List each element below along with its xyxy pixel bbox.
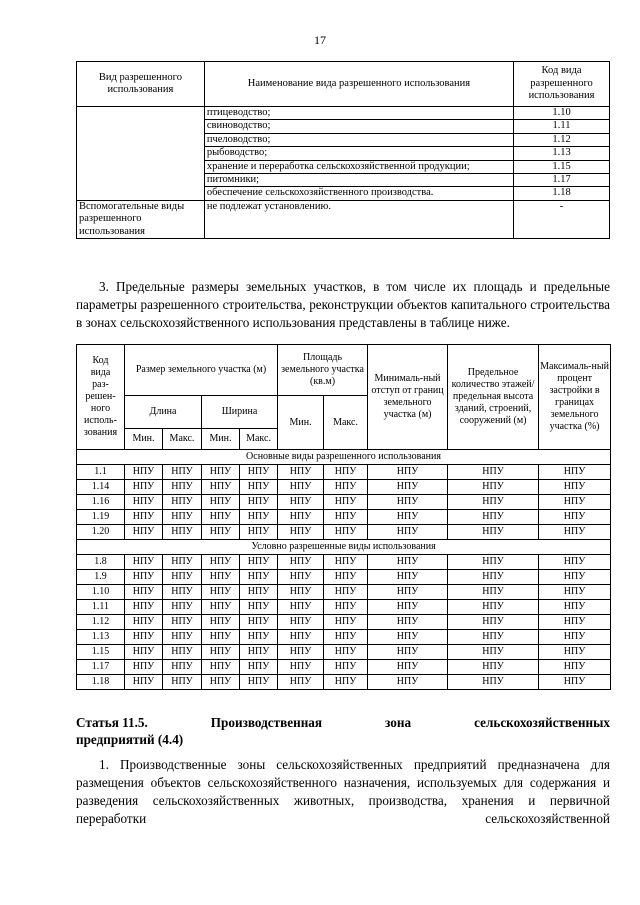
header-width-min: Мин. (202, 429, 240, 450)
table-row (77, 675, 611, 690)
row-value: НПУ (125, 600, 163, 615)
row-value: НПУ (324, 465, 368, 480)
row-value: НПУ (163, 555, 202, 570)
use-name: птицеводство; (204, 107, 513, 120)
row-value: НПУ (448, 555, 539, 570)
use-code: 1.11 (514, 120, 610, 133)
row-code: 1.19 (77, 510, 125, 525)
use-name: хранение и переработка сельскохозяйственной продукции; (204, 160, 513, 173)
use-code: 1.12 (514, 133, 610, 146)
section-main-title: Основные виды разрешенного использования (77, 450, 611, 465)
row-code: 1.17 (77, 660, 125, 675)
row-value: НПУ (202, 645, 240, 660)
row-value: НПУ (539, 630, 611, 645)
row-value: НПУ (240, 615, 278, 630)
permitted-use-table (76, 61, 610, 239)
row-value: НПУ (539, 480, 611, 495)
row-value: НПУ (278, 585, 324, 600)
header-code-line: Код (92, 355, 109, 366)
row-value: НПУ (324, 480, 368, 495)
row-value: НПУ (368, 600, 448, 615)
section-row (77, 450, 611, 465)
limits-table (76, 344, 611, 690)
row-value: НПУ (368, 630, 448, 645)
row-value: НПУ (278, 465, 324, 480)
row-value: НПУ (163, 675, 202, 690)
header-code (77, 345, 125, 450)
table-row (77, 555, 611, 570)
row-value: НПУ (202, 615, 240, 630)
row-value: НПУ (448, 615, 539, 630)
header-area-max: Макс. (324, 396, 368, 450)
row-value: НПУ (278, 570, 324, 585)
table-row (77, 495, 611, 510)
header-use-type: Вид разрешенного использования (77, 62, 205, 107)
header-length-min: Мин. (125, 429, 163, 450)
row-value: НПУ (368, 555, 448, 570)
row-value: НПУ (125, 465, 163, 480)
row-value: НПУ (539, 495, 611, 510)
header-floors: Предельное количество этажей/ предельная высота зданий, строений, сооружений (м) (448, 345, 539, 450)
row-value: НПУ (202, 525, 240, 540)
table-row (77, 615, 611, 630)
table-header-row (77, 62, 610, 107)
use-name: обеспечение сельскохозяйственного производства. (204, 187, 513, 200)
use-name: пчеловодство; (204, 133, 513, 146)
row-value: НПУ (368, 585, 448, 600)
article-word: Производственная (210, 715, 323, 730)
row-value: НПУ (448, 675, 539, 690)
row-value: НПУ (539, 660, 611, 675)
row-value: НПУ (539, 585, 611, 600)
conditional-uses-group (77, 540, 611, 690)
row-value: НПУ (539, 645, 611, 660)
header-use-code: Код вида разрешенного использования (514, 62, 610, 107)
row-value: НПУ (278, 615, 324, 630)
row-code: 1.8 (77, 555, 125, 570)
row-value: НПУ (240, 585, 278, 600)
table-row (77, 630, 611, 645)
header-code-line: ного (90, 403, 111, 414)
header-code-line: зования (83, 427, 118, 438)
use-name: не подлежат установлению. (204, 200, 513, 238)
row-value: НПУ (125, 480, 163, 495)
row-value: НПУ (125, 585, 163, 600)
row-value: НПУ (125, 645, 163, 660)
row-value: НПУ (324, 675, 368, 690)
row-value: НПУ (368, 510, 448, 525)
row-value: НПУ (240, 555, 278, 570)
row-value: НПУ (324, 645, 368, 660)
row-value: НПУ (163, 525, 202, 540)
header-code-line: раз- (92, 379, 109, 390)
row-value: НПУ (368, 525, 448, 540)
row-value: НПУ (202, 630, 240, 645)
header-size: Размер земельного участка (м) (125, 345, 278, 396)
row-value: НПУ (324, 525, 368, 540)
row-value: НПУ (278, 645, 324, 660)
row-value: НПУ (163, 465, 202, 480)
row-code: 1.13 (77, 630, 125, 645)
row-code: 1.18 (77, 675, 125, 690)
table-row (77, 510, 611, 525)
row-value: НПУ (240, 525, 278, 540)
row-value: НПУ (448, 585, 539, 600)
row-value: НПУ (163, 630, 202, 645)
use-name: питомники; (204, 174, 513, 187)
row-value: НПУ (324, 570, 368, 585)
row-value: НПУ (125, 630, 163, 645)
row-value: НПУ (163, 585, 202, 600)
use-name: свиноводство; (204, 120, 513, 133)
row-code: 1.9 (77, 570, 125, 585)
row-value: НПУ (202, 570, 240, 585)
article-word: зона (385, 715, 412, 730)
header-width: Ширина (202, 396, 278, 429)
section-conditional-title: Условно разрешенные виды использования (77, 540, 611, 555)
table-row (77, 480, 611, 495)
row-value: НПУ (368, 495, 448, 510)
header-code-line: исполь- (84, 415, 117, 426)
page-number: 17 (314, 33, 326, 47)
row-value: НПУ (324, 615, 368, 630)
row-code: 1.12 (77, 615, 125, 630)
header-code-line: вида (90, 367, 111, 378)
row-value: НПУ (278, 510, 324, 525)
row-value: НПУ (368, 660, 448, 675)
row-value: НПУ (163, 480, 202, 495)
header-use-name: Наименование вида разрешенного использования (204, 62, 513, 107)
row-value: НПУ (368, 570, 448, 585)
row-value: НПУ (539, 525, 611, 540)
row-value: НПУ (163, 645, 202, 660)
row-value: НПУ (240, 480, 278, 495)
paragraph-3: 3. Предельные размеры земельных участков, в том числе их площадь и предельные параметры разрешенного строительства, реконструкции объектов капитального строительства в зонах сельскохозяйственного использования представлены в таблице ниже. (76, 279, 610, 330)
row-value: НПУ (448, 570, 539, 585)
row-code: 1.1 (77, 465, 125, 480)
row-value: НПУ (448, 660, 539, 675)
row-value: НПУ (539, 510, 611, 525)
row-value: НПУ (240, 570, 278, 585)
row-value: НПУ (202, 675, 240, 690)
row-value: НПУ (125, 495, 163, 510)
row-value: НПУ (163, 660, 202, 675)
row-value: НПУ (125, 510, 163, 525)
table-row (77, 465, 611, 480)
row-value: НПУ (278, 630, 324, 645)
row-value: НПУ (163, 495, 202, 510)
row-value: НПУ (368, 675, 448, 690)
article-number: Статья 11.5. (76, 715, 148, 730)
row-value: НПУ (324, 495, 368, 510)
row-value: НПУ (448, 525, 539, 540)
row-value: НПУ (240, 675, 278, 690)
row-value: НПУ (240, 630, 278, 645)
row-value: НПУ (125, 660, 163, 675)
row-value: НПУ (202, 495, 240, 510)
use-code: 1.18 (514, 187, 610, 200)
table-row (77, 107, 610, 120)
row-value: НПУ (278, 525, 324, 540)
row-value: НПУ (240, 645, 278, 660)
row-value: НПУ (125, 555, 163, 570)
row-value: НПУ (240, 600, 278, 615)
table-row (77, 585, 611, 600)
row-value: НПУ (202, 480, 240, 495)
table-row (77, 660, 611, 675)
row-code: 1.15 (77, 645, 125, 660)
header-length-max: Макс. (163, 429, 202, 450)
use-code: 1.10 (514, 107, 610, 120)
row-value: НПУ (324, 585, 368, 600)
row-value: НПУ (324, 630, 368, 645)
paragraph-1: 1. Производственные зоны сельскохозяйственных предприятий предназначена для размещения объектов сельскохозяйственного назначения, используемых для содержания и разведения сельскохозяйственных животных, производства, хранения и первичной переработки сельскохозяйственной (76, 757, 610, 826)
row-value: НПУ (368, 480, 448, 495)
row-value: НПУ (163, 615, 202, 630)
header-area: Площадь земельного участка (кв.м) (278, 345, 368, 396)
header-width-max: Макс. (240, 429, 278, 450)
aux-use-type: Вспомогательные виды разрешенного использования (77, 200, 205, 238)
row-value: НПУ (125, 615, 163, 630)
row-value: НПУ (202, 585, 240, 600)
row-value: НПУ (324, 600, 368, 615)
row-value: НПУ (539, 615, 611, 630)
article-word: сельскохозяйственных (474, 715, 610, 730)
row-code: 1.14 (77, 480, 125, 495)
row-value: НПУ (202, 465, 240, 480)
header-code-line: решен- (85, 391, 116, 402)
row-value: НПУ (125, 570, 163, 585)
row-code: 1.11 (77, 600, 125, 615)
row-value: НПУ (448, 465, 539, 480)
row-value: НПУ (163, 570, 202, 585)
main-uses-group (77, 450, 611, 540)
row-value: НПУ (324, 510, 368, 525)
row-value: НПУ (278, 495, 324, 510)
table-row (77, 200, 610, 238)
row-value: НПУ (202, 600, 240, 615)
row-value: НПУ (368, 645, 448, 660)
use-code: 1.13 (514, 147, 610, 160)
section-row (77, 540, 611, 555)
row-value: НПУ (448, 645, 539, 660)
table-row (77, 525, 611, 540)
row-value: НПУ (163, 600, 202, 615)
row-value: НПУ (202, 555, 240, 570)
row-value: НПУ (448, 495, 539, 510)
row-value: НПУ (448, 630, 539, 645)
row-value: НПУ (368, 615, 448, 630)
row-value: НПУ (539, 465, 611, 480)
use-code: 1.17 (514, 174, 610, 187)
row-value: НПУ (448, 480, 539, 495)
table-row (77, 570, 611, 585)
row-value: НПУ (539, 600, 611, 615)
article-heading (76, 714, 610, 748)
row-value: НПУ (448, 600, 539, 615)
article-title-line2: предприятий (4.4) (76, 732, 184, 747)
row-value: НПУ (278, 660, 324, 675)
table-row (77, 645, 611, 660)
use-code: 1.15 (514, 160, 610, 173)
row-value: НПУ (448, 510, 539, 525)
row-value: НПУ (240, 465, 278, 480)
row-value: НПУ (125, 675, 163, 690)
row-value: НПУ (278, 555, 324, 570)
row-value: НПУ (240, 510, 278, 525)
row-value: НПУ (278, 480, 324, 495)
row-value: НПУ (163, 510, 202, 525)
table-header-row (77, 345, 611, 396)
table-row (77, 600, 611, 615)
row-value: НПУ (324, 555, 368, 570)
row-value: НПУ (539, 555, 611, 570)
header-area-min: Мин. (278, 396, 324, 450)
header-offset: Минималь-ный отступ от границ земельного участка (м) (368, 345, 448, 450)
row-value: НПУ (324, 660, 368, 675)
row-value: НПУ (240, 660, 278, 675)
row-value: НПУ (202, 510, 240, 525)
row-value: НПУ (539, 675, 611, 690)
row-code: 1.10 (77, 585, 125, 600)
row-value: НПУ (278, 600, 324, 615)
header-percent: Максималь-ный процент застройки в границах земельного участка (%) (539, 345, 611, 450)
row-value: НПУ (202, 660, 240, 675)
row-value: НПУ (539, 570, 611, 585)
row-code: 1.20 (77, 525, 125, 540)
empty-cell (77, 107, 205, 201)
row-value: НПУ (278, 675, 324, 690)
row-value: НПУ (240, 495, 278, 510)
header-length: Длина (125, 396, 202, 429)
row-value: НПУ (368, 465, 448, 480)
use-code: - (514, 200, 610, 238)
row-code: 1.16 (77, 495, 125, 510)
row-value: НПУ (125, 525, 163, 540)
use-name: рыбоводство; (204, 147, 513, 160)
